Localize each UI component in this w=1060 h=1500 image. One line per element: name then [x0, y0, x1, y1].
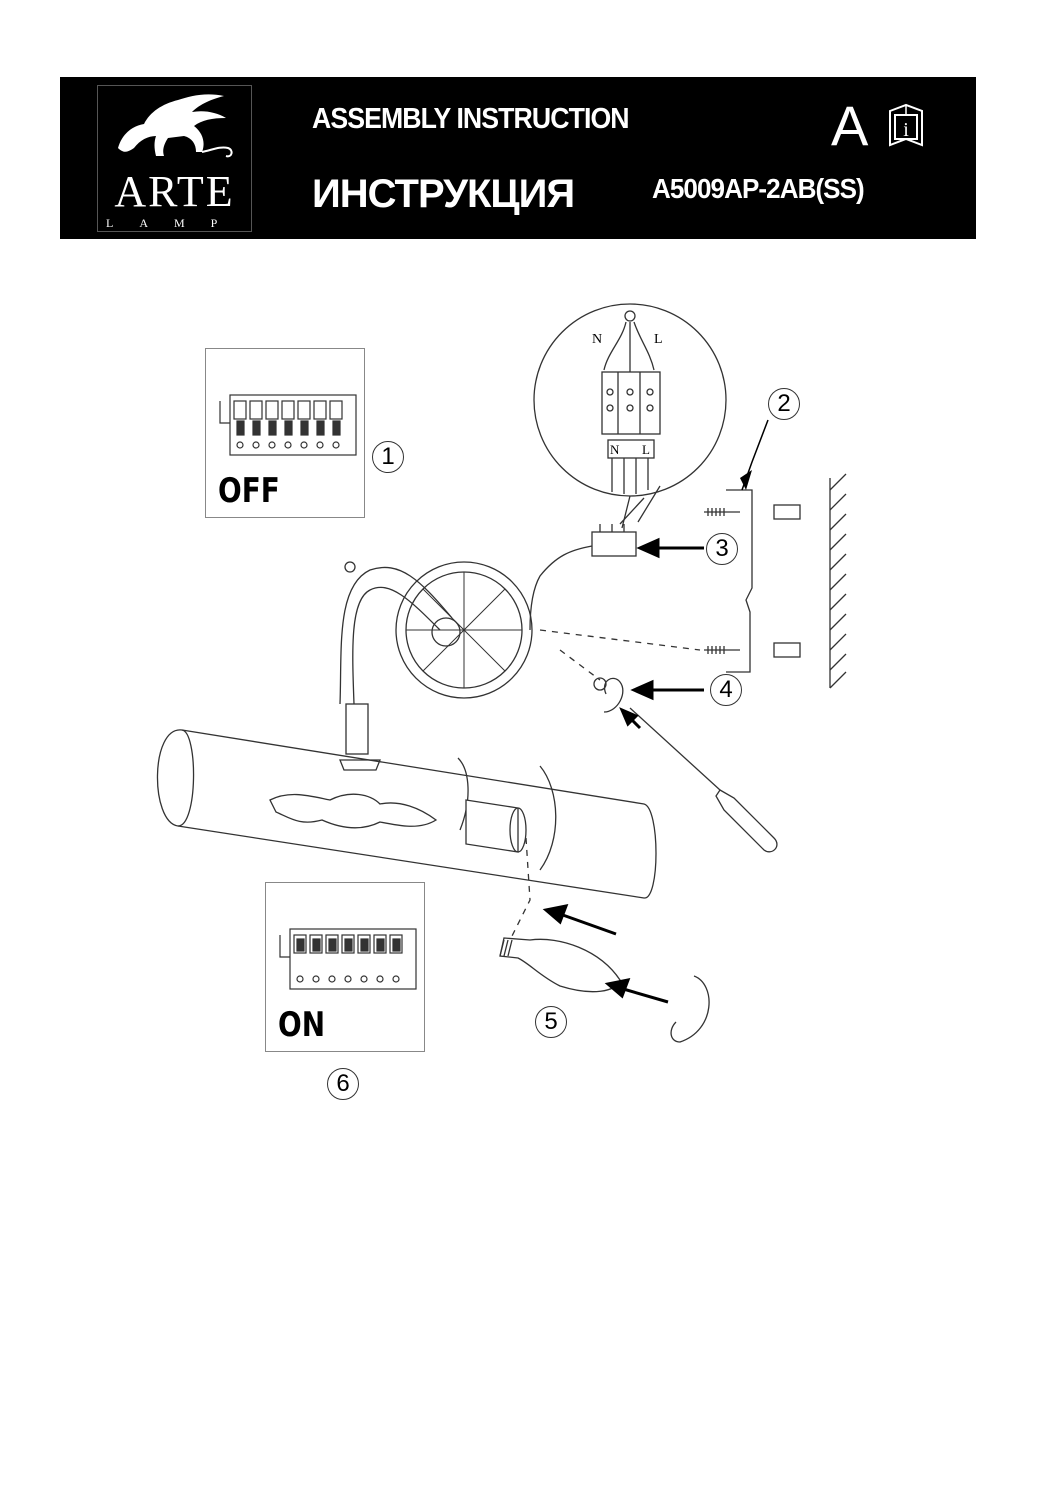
mounting-bracket — [726, 490, 752, 672]
svg-text:i: i — [903, 119, 909, 141]
step-6-marker: 6 — [327, 1068, 359, 1100]
logo-subtitle: LAMP — [106, 216, 244, 230]
screw-bottom — [704, 643, 800, 657]
screwdriver — [630, 708, 720, 790]
lamp-shade — [157, 730, 656, 898]
terminal-block-detail — [602, 372, 660, 434]
step-3-marker: 3 — [706, 533, 738, 565]
terminal-block — [592, 532, 636, 556]
breaker-on-icon — [266, 883, 424, 1003]
breaker-on-panel — [265, 882, 425, 1052]
light-bulb — [500, 938, 620, 992]
model-number: A5009AP-2AB(SS) — [652, 173, 864, 204]
on-label: ON — [278, 1005, 326, 1045]
wiring-label-l-bottom: L — [642, 442, 650, 457]
breaker-off-icon — [206, 349, 364, 469]
step-1-marker: 1 — [372, 441, 404, 473]
breaker-off-panel — [205, 348, 365, 518]
title-russian: ИНСТРУКЦИЯ — [312, 172, 575, 216]
wiring-label-l-top: L — [654, 332, 663, 347]
wiring-label-n-top: N — [592, 332, 603, 347]
category-letter: A — [831, 94, 869, 157]
title-english: ASSEMBLY INSTRUCTION — [312, 103, 629, 135]
off-label: OFF — [218, 471, 280, 511]
step-4-marker: 4 — [710, 674, 742, 706]
step-2-marker: 2 — [768, 388, 800, 420]
wiring-label-n-bottom: N — [610, 442, 620, 457]
logo-wordmark: ARTE — [114, 167, 235, 216]
step-5-marker: 5 — [535, 1006, 567, 1038]
